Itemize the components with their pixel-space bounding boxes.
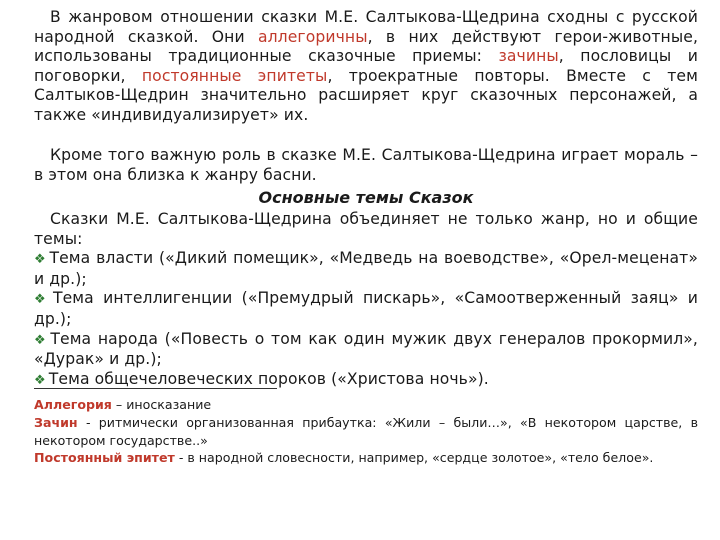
footnote-divider <box>34 388 277 389</box>
footnote-text: - ритмически организованная прибаутка: «Жили – были…», «В некотором царстве, в некотором государстве..» <box>34 415 698 448</box>
theme-text: Тема интеллигенции («Премудрый пискарь», «Самоотверженный заяц» и др.); <box>34 289 698 328</box>
theme-text: Тема власти («Дикий помещик», «Медведь на воеводстве», «Орел-меценат» и др.); <box>34 249 698 288</box>
intro-paragraph <box>34 8 698 126</box>
intro-text-2: , в них действуют герои-животные, использованы традиционные сказочные приемы: <box>34 27 699 66</box>
themes-list <box>34 249 698 390</box>
footnote-text: - в народной словесности, например, «сердце золотое», «тело белое». <box>174 450 654 465</box>
intro-text-3: , пословицы и поговорки, <box>34 47 698 85</box>
theme-item <box>34 330 698 370</box>
term-epithets: постоянные эпитеты <box>141 66 328 85</box>
intro-text-4: , троекратные повторы. Вместе с тем Салтыков-Щедрин значительно расширяет круг сказочных персонажей, а также «индивидуализирует» их. <box>34 66 698 124</box>
checkmark-bullet-icon: ❖ <box>34 292 50 308</box>
theme-item <box>34 289 698 329</box>
themes-section <box>34 210 698 390</box>
theme-item <box>34 249 698 289</box>
theme-text: Тема общечеловеческих пороков («Христова ночь»). <box>48 369 489 388</box>
theme-text: Тема народа («Повесть о том как один мужик двух генералов прокормил», «Дурак» и др.); <box>34 329 698 369</box>
moral-paragraph: Кроме того важную роль в сказке М.Е. Салтыкова-Щедрина играет мораль – в этом она близка к жанру басни. <box>34 146 698 184</box>
themes-intro: Сказки М.Е. Салтыкова-Щедрина объединяет не только жанр, но и общие темы: <box>34 210 698 248</box>
footnote <box>34 414 698 449</box>
checkmark-bullet-icon: ❖ <box>34 332 48 348</box>
checkmark-bullet-icon: ❖ <box>34 372 46 388</box>
footnote-term: Зачин <box>34 415 78 430</box>
footnote-text: – иносказание <box>111 397 212 412</box>
footnote-term: Аллегория <box>34 397 112 412</box>
footnote-term: Постоянный эпитет <box>34 450 175 465</box>
term-allegorical: аллегоричны <box>257 27 368 46</box>
footnote <box>34 396 698 414</box>
footnote <box>34 449 698 467</box>
intro-text-1: В жанровом отношении сказки М.Е. Салтыкова-Щедрина сходны с русской народной сказкой. Они <box>34 8 698 46</box>
checkmark-bullet-icon: ❖ <box>34 252 47 268</box>
term-zachiny: зачины <box>498 47 559 66</box>
section-heading: Основные темы Сказок <box>258 188 474 207</box>
